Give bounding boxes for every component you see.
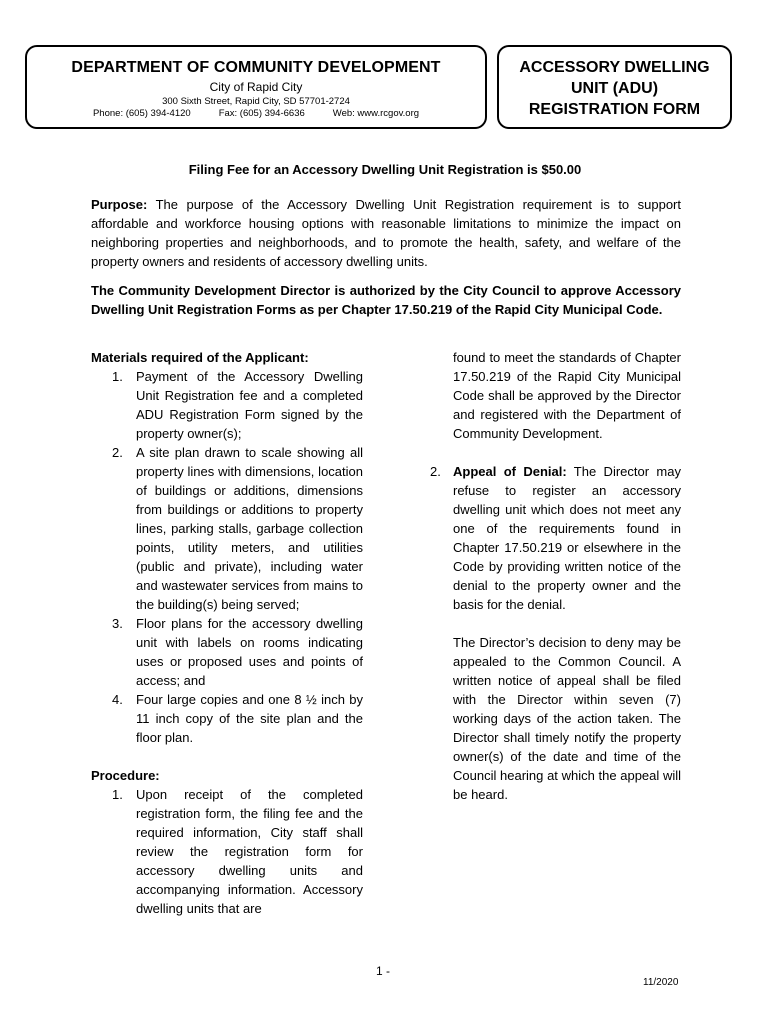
procedure-item-1-continued: found to meet the standards of Chapter 17.50.219 of the Rapid City Municipal Code shall be approved by the Director and registered with the Department of Community Development. bbox=[453, 350, 681, 441]
form-title-line-3: REGISTRATION FORM bbox=[528, 101, 701, 118]
revision-date: 11/2020 bbox=[643, 977, 679, 988]
form-title-line-2: UNIT (ADU) bbox=[570, 80, 659, 97]
director-authorization: The Community Development Director is authorized by the City Council to approve Accessory Dwelling Unit Registration Forms as per Chapter 17.50.219 of the Rapid City Municipal Code. bbox=[91, 283, 681, 317]
materials-heading: Materials required of the Applicant: bbox=[91, 350, 309, 365]
procedure-list bbox=[91, 785, 363, 918]
department-title: DEPARTMENT OF COMMUNITY DEVELOPMENT bbox=[71, 59, 441, 76]
form-title-line-1: ACCESSORY DWELLING bbox=[519, 59, 710, 76]
form-title-box bbox=[497, 45, 732, 129]
purpose-text: The purpose of the Accessory Dwelling Unit Registration requirement is to support affordable and workforce housing options with reasonable limitations to minimize the impact on neighboring properties and neighborhoods, and to promote the health, safety, and welfare of the property owners and residents of accessory dwelling units. bbox=[91, 197, 681, 269]
appeal-process-paragraph: The Director’s decision to deny may be appealed to the Common Council. A written notice of appeal shall be filed with the Director within seven (7) working days of the action taken. The Director shall timely notify the property owner(s) of the date and time of the Council hearing at which the appeal will be heard. bbox=[453, 635, 681, 802]
contact-line bbox=[27, 108, 485, 119]
procedure-heading: Procedure: bbox=[91, 768, 160, 783]
list-item: 2. A site plan drawn to scale showing all property lines with dimensions, location of buildings or additions, dimensions from buildings or additions to property lines, parking stalls, garbage collection points, utility meters, and utilities (public and private), including water and wastewater services from mains to the building(s) being served; bbox=[112, 445, 363, 612]
right-column bbox=[430, 348, 681, 804]
filing-fee-notice: Filing Fee for an Accessory Dwelling Unit Registration is $50.00 bbox=[188, 162, 582, 177]
left-column bbox=[91, 348, 363, 918]
phone-number: Phone: (605) 394-4120 bbox=[92, 108, 191, 119]
appeal-text: The Director may refuse to register an accessory dwelling unit which does not meet any one of the requirements found in Chapter 17.50.219 or elsewhere in the Code by providing written notice of the denial to the property owner and the basis for the denial. bbox=[453, 464, 681, 612]
list-item: 4. Four large copies and one 8 ½ inch by 11 inch copy of the site plan and the floor plan. bbox=[112, 692, 363, 745]
form-title bbox=[499, 57, 730, 120]
list-item: 3. Floor plans for the accessory dwelling unit with labels on rooms indicating uses or proposed uses and points of access; and bbox=[112, 616, 363, 688]
department-header-box bbox=[25, 45, 487, 129]
website: Web: www.rcgov.org bbox=[332, 108, 420, 119]
purpose-paragraph bbox=[91, 195, 681, 271]
fax-number: Fax: (605) 394-6636 bbox=[218, 108, 305, 119]
purpose-label: Purpose: bbox=[91, 197, 148, 212]
list-item: 1. Upon receipt of the completed registration form, the filing fee and the required information, City staff shall review the registration form for accessory dwelling units and accompanying information. Accessory dwelling units that are bbox=[112, 787, 363, 916]
list-item: 1. Payment of the Accessory Dwelling Unit Registration fee and a completed ADU Registration Form signed by the property owner(s); bbox=[112, 369, 363, 441]
appeal-item: 2. Appeal of Denial: The Director may refuse to register an accessory dwelling unit which does not meet any one of the requirements found in Chapter 17.50.219 or elsewhere in the Code by providing written notice of the denial to the property owner and the basis for the denial. bbox=[430, 464, 681, 612]
appeal-label: Appeal of Denial: bbox=[453, 464, 567, 479]
materials-list bbox=[91, 367, 363, 747]
city-name: City of Rapid City bbox=[209, 80, 303, 94]
page-number: 1 - bbox=[376, 964, 391, 978]
department-address: 300 Sixth Street, Rapid City, SD 57701-2724 bbox=[162, 96, 350, 107]
